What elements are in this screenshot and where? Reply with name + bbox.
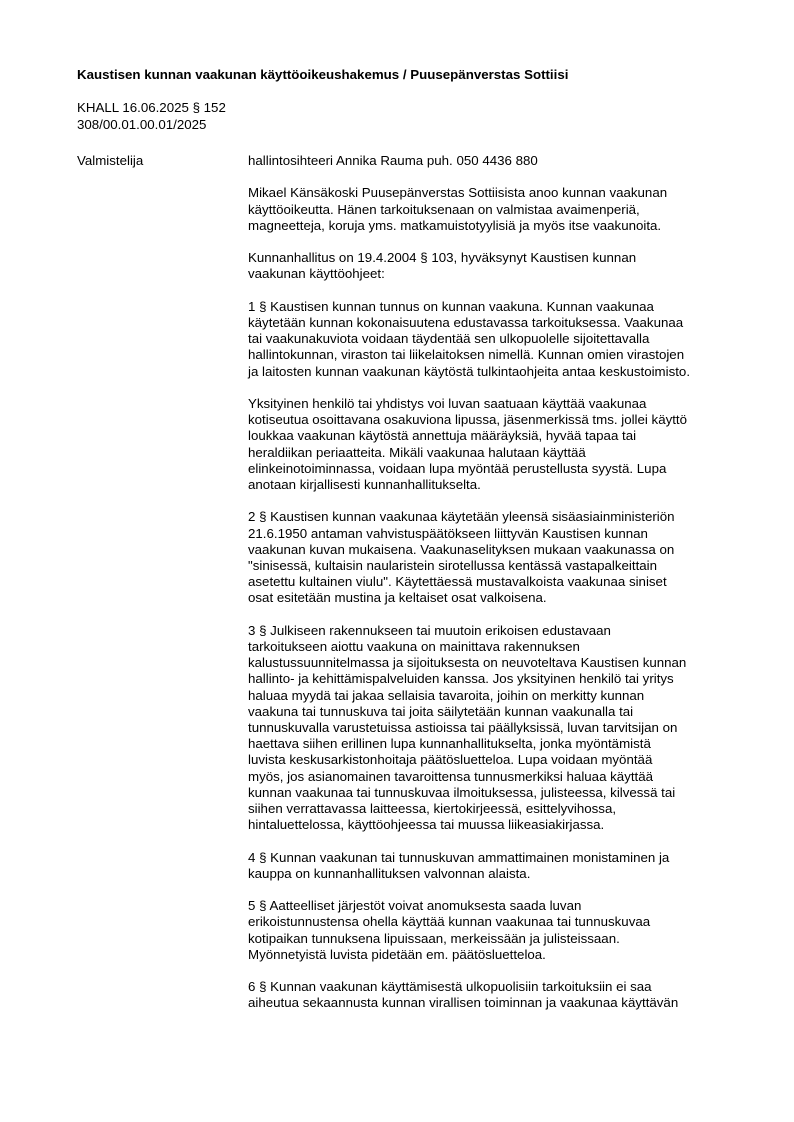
paragraph-application: Mikael Känsäkoski Puusepänverstas Sottiisista anoo kunnan vaakunan käyttöoikeutta. Hänen tarkoituksenaan on valmistaa avaimenperiä, magneetteja, koruja yms. matkamuistotyylisiä ja myös itse vaakunoita.	[248, 185, 668, 233]
preparer-label: Valmistelija	[77, 153, 144, 168]
paragraph-section-1-private: Yksityinen henkilö tai yhdistys voi luvan saatuaan käyttää vaakunaa kotiseutua osoittavana osakuviona lipussa, jäsenmerkissä tms. jollei käyttö loukkaa vaakunan käytöstä annettuja määräyksiä, hyvää tapaa tai heraldiikan periaatteita. Mikäli vaakunaa halutaan käyttää elinkeinotoiminnassa, voidaan lupa myöntää perustellusta syystä. Lupa anotaan kirjallisesti kunnanhallitukselta.	[248, 395, 688, 492]
paragraph-board-decision: Kunnanhallitus on 19.4.2004 § 103, hyväksynyt Kaustisen kunnan vaakunan käyttöohjeet:	[248, 250, 637, 282]
paragraph-section-6: 6 § Kunnan vaakunan käyttämisestä ulkopuolisiin tarkoituksiin ei saa aiheutua sekaannusta kunnan virallisen toiminnan ja vaakunaa käyttävän	[248, 979, 679, 1011]
paragraph-section-2: 2 § Kaustisen kunnan vaakunaa käytetään yleensä sisäasiainministeriön 21.6.1950 antaman vahvistuspäätökseen liittyvän Kaustisen kunnan vaakunan kuvan mukaisena. Vaakunaselityksen mukaan vaakunassa on "sinisessä, kultaisin naularistein sirotellussa kentässä vastapalkeittain asetettu kultainen viulu". Käytettäessä mustavalkoista vaakunaa siniset osat esitetään mustina ja keltaiset osat valkoisena.	[248, 509, 675, 606]
document-title: Kaustisen kunnan vaakunan käyttöoikeushakemus / Puusepänverstas Sottiisi	[77, 67, 569, 82]
diary-number: 308/00.01.00.01/2025	[77, 117, 207, 132]
preparer-info: hallintosihteeri Annika Rauma puh. 050 4436 880	[248, 153, 538, 168]
document-body	[248, 153, 742, 1028]
paragraph-section-1: 1 § Kaustisen kunnan tunnus on kunnan vaakuna. Kunnan vaakunaa käytetään kunnan kokonaisuutena edustavassa tarkoituksessa. Vaakunaa tai vaakunakuviota voidaan täydentää sen ulkopuolelle sijoitettavalla hallintokunnan, viraston tai liikelaitoksen nimellä. Kunnan omien virastojen ja laitosten kunnan vaakunan käytöstä tulkintaohjeita antaa keskustoimisto.	[248, 298, 691, 379]
meeting-reference: KHALL 16.06.2025 § 152	[77, 100, 226, 115]
paragraph-section-5: 5 § Aatteelliset järjestöt voivat anomuksesta saada luvan erikoistunnustensa ohella käyttää kunnan vaakunaa tai tunnuskuvaa kotipaikan tunnuksena lipuissaan, merkeissään ja julisteissaan. Myönnetyistä luvista pidetään em. päätösluetteloa.	[248, 898, 651, 962]
paragraph-section-3: 3 § Julkiseen rakennukseen tai muutoin erikoisen edustavaan tarkoitukseen aiottu vaakuna on mainittava rakennuksen kalustussuunnitelmassa ja sijoituksesta on neuvoteltava Kaustisen kunnan hallinto- ja kehittämispalveluiden kanssa. Jos yksityinen henkilö tai yritys haluaa myydä tai jakaa sellaisia tavaroita, joihin on merkitty kunnan vaakuna tai tunnuskuva tai joita säilytetään kunnan vaakunalla tai tunnuskuvalla varustetuissa astioissa tai päällyksissä, luvan tarvitsijan on haettava siihen erillinen lupa kunnanhallitukselta, jonka myöntämistä luvista keskusarkistonhoitaja päätösluetteloa. Lupa voidaan myöntää myös, jos asianomainen tavaroittensa tunnusmerkiksi haluaa käyttää kunnan vaakunaa tai tunnuskuvaa ilmoituksessa, julisteessa, kilvessä tai siihen verrattavassa laitteessa, kiertokirjeessä, esittelyvihossa, hintaluettelossa, käyttöohjeessa tai muussa liikeasiakirjassa.	[248, 622, 687, 833]
paragraph-section-4: 4 § Kunnan vaakunan tai tunnuskuvan ammattimainen monistaminen ja kauppa on kunnanhallituksen valvonnan alaista.	[248, 849, 670, 881]
document-meta	[77, 99, 226, 133]
